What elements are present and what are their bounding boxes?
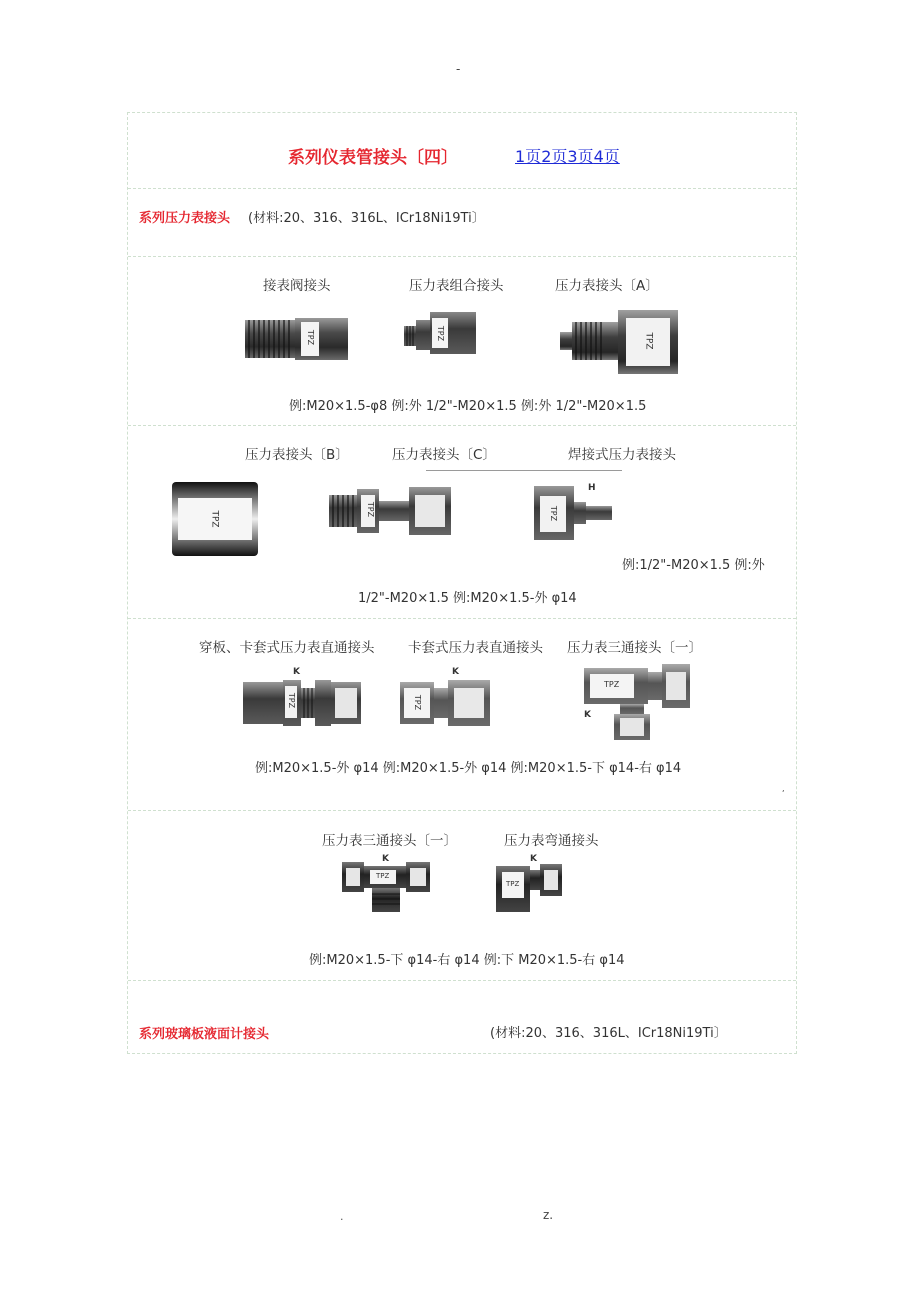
- caption-connector-c: 压力表接头〔C〕: [392, 447, 496, 463]
- fitting-image-combo-connector: [404, 308, 476, 354]
- section-material-pressure: (材料:20、316、316L、ICr18Ni19Ti〕: [248, 211, 485, 226]
- fitting-image-connector-a: [560, 308, 678, 376]
- label-k: K: [530, 854, 537, 864]
- page-link-3[interactable]: 3页: [567, 147, 594, 166]
- caption-valve-connector: 接表阀接头: [263, 278, 331, 294]
- section-title-glass: 系列玻璃板液面计接头: [139, 1027, 270, 1042]
- caption-tee-connector-2: 压力表三通接头〔一〕: [322, 833, 457, 849]
- row-divider: [128, 425, 796, 426]
- fitting-image-valve-connector: [245, 316, 348, 362]
- stamp-tpz: TPZ: [604, 680, 620, 689]
- example-row-1: 例:M20×1.5-φ8 例:外 1/2"-M20×1.5 例:外 1/2"-M20×1.5: [289, 399, 647, 414]
- footer-left-mark: .: [340, 1210, 344, 1223]
- page-title: 系列仪表管接头〔四〕: [288, 148, 458, 168]
- label-k: K: [382, 854, 389, 864]
- caption-welded-connector: 焊接式压力表接头: [568, 447, 676, 463]
- stamp-tpz: TPZ: [306, 329, 316, 346]
- caption-elbow-connector: 压力表弯通接头: [504, 833, 599, 849]
- edge-mark: ,: [782, 784, 785, 793]
- label-k: K: [584, 710, 591, 720]
- fitting-image-connector-b: [172, 482, 258, 556]
- stamp-tpz: TPZ: [376, 872, 390, 880]
- label-k: K: [293, 667, 300, 677]
- row-divider: [128, 810, 796, 811]
- fitting-image-tee-connector-2: [342, 854, 430, 914]
- caption-tee-connector: 压力表三通接头〔一〕: [567, 640, 702, 656]
- example-row-2-line-1: 例:1/2"-M20×1.5 例:外: [622, 558, 765, 573]
- caption-ferrule-connector: 卡套式压力表直通接头: [408, 640, 543, 656]
- fitting-image-connector-c: [329, 485, 451, 537]
- label-h: H: [588, 483, 596, 493]
- label-k: K: [452, 667, 459, 677]
- page-links: [515, 144, 620, 167]
- stamp-tpz: TPZ: [287, 692, 297, 709]
- fitting-image-welded-connector: [534, 484, 614, 542]
- section-title-pressure: 系列压力表接头: [139, 211, 231, 226]
- fitting-image-elbow-connector: [496, 856, 562, 914]
- section-material-glass: (材料:20、316、316L、ICr18Ni19Ti〕: [490, 1026, 727, 1041]
- example-row-4: 例:M20×1.5-下 φ14-右 φ14 例:下 M20×1.5-右 φ14: [309, 953, 625, 968]
- stamp-tpz: TPZ: [506, 880, 520, 888]
- page-link-4[interactable]: 4页: [593, 147, 620, 166]
- header-mark: -: [456, 62, 461, 76]
- row-divider: [128, 618, 796, 619]
- caption-connector-a: 压力表接头〔A〕: [555, 278, 659, 294]
- stamp-tpz: TPZ: [436, 325, 446, 342]
- row-divider: [128, 256, 796, 257]
- example-row-2-line-2: 1/2"-M20×1.5 例:M20×1.5-外 φ14: [358, 591, 577, 606]
- row-divider: [128, 188, 796, 189]
- page-link-2[interactable]: 2页: [541, 147, 568, 166]
- stamp-tpz: TPZ: [366, 501, 376, 518]
- row-divider: [128, 980, 796, 981]
- underline-rule: [426, 470, 622, 471]
- stamp-tpz: TPZ: [209, 510, 220, 528]
- example-row-3: 例:M20×1.5-外 φ14 例:M20×1.5-外 φ14 例:M20×1.5-下 φ14-右 φ14: [255, 761, 682, 776]
- caption-combo-connector: 压力表组合接头: [409, 278, 504, 294]
- fitting-image-tee-connector: [582, 660, 694, 742]
- caption-connector-b: 压力表接头〔B〕: [245, 447, 349, 463]
- fitting-image-ferrule-connector: [400, 666, 490, 728]
- stamp-tpz: TPZ: [549, 505, 559, 522]
- stamp-tpz: TPZ: [643, 332, 654, 350]
- content-table: [127, 112, 797, 1054]
- caption-bulkhead-connector: 穿板、卡套式压力表直通接头: [199, 640, 375, 656]
- stamp-tpz: TPZ: [413, 694, 423, 711]
- page-link-1[interactable]: 1页: [515, 147, 542, 166]
- footer-right-mark: z.: [543, 1208, 554, 1222]
- fitting-image-bulkhead-connector: [243, 666, 361, 728]
